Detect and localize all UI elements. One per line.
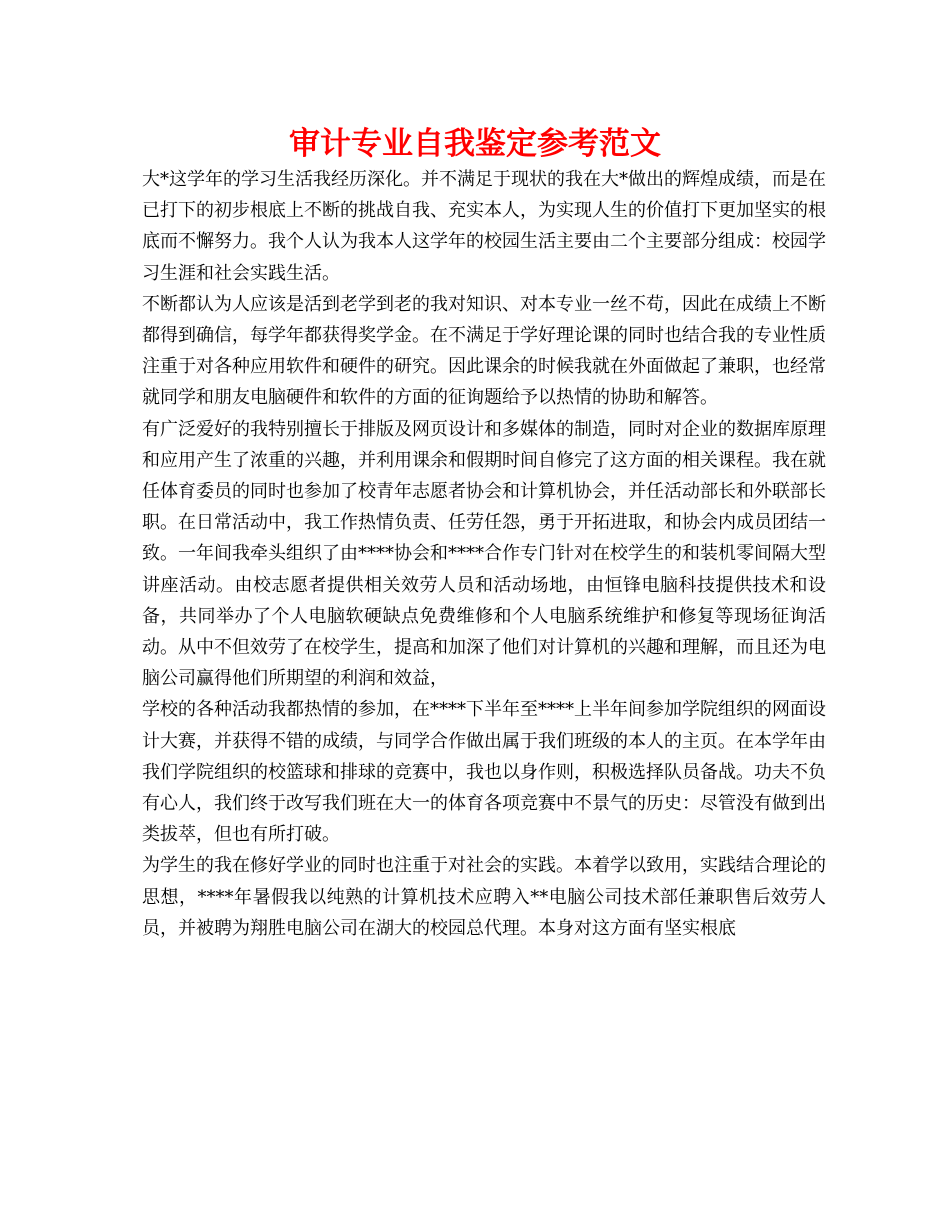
paragraph-5: 为学生的我在修好学业的同时也注重于对社会的实践。本着学以致用，实践结合理论的思想，****年暑假我以纯熟的计算机技术应聘入**电脑公司技术部任兼职售后效劳人员，并被聘为翔胜电脑公司在湖大的校园总代理。本身对这方面有坚实根底 [142,855,826,939]
paragraph-1: 大*这学年的学习生活我经历深化。并不满足于现状的我在大*做出的辉煌成绩，而是在已打下的初步根底上不断的挑战自我、充实本人，为实现人生的价值打下更加坚实的根底而不懈努力。我个人认为我本人这学年的校园生活主要由二个主要部分组成：校园学习生涯和社会实践生活。 [142,169,826,284]
paragraph-4: 学校的各种活动我都热情的参加，在****下半年至****上半年间参加学院组织的网面设计大赛，并获得不错的成绩，与同学合作做出属于我们班级的本人的主页。在本学年由我们学院组织的校篮球和排球的竞赛中，我也以身作则，积极选择队员备战。功夫不负有心人，我们终于改写我们班在大一的体育各项竞赛中不景气的历史：尽管没有做到出类拔萃，但也有所打破。 [142,699,826,846]
paragraph-3: 有广泛爱好的我特别擅长于排版及网页设计和多媒体的制造，同时对企业的数据库原理和应用产生了浓重的兴趣，并利用课余和假期时间自修完了这方面的相关课程。我在就任体育委员的同时也参加了校青年志愿者协会和计算机协会，并任活动部长和外联部长职。在日常活动中，我工作热情负责、任劳任怨，勇于开拓进取，和协会内成员团结一致。一年间我牵头组织了由****协会和****合作专门针对在校学生的和装机零间隔大型讲座活动。由校志愿者提供相关效劳人员和活动场地，由恒锋电脑科技提供技术和设备，共同举办了个人电脑软硬缺点免费维修和个人电脑系统维护和修复等现场征询活动。从中不但效劳了在校学生，提高和加深了他们对计算机的兴趣和理解，而且还为电脑公司赢得他们所期望的利润和效益， [142,418,826,690]
document-title: 审计专业自我鉴定参考范文 [289,126,661,162]
document-body [142,164,826,944]
paragraph-2: 不断都认为人应该是活到老学到老的我对知识、对本专业一丝不苟，因此在成绩上不断都得到确信，每学年都获得奖学金。在不满足于学好理论课的同时也结合我的专业性质注重于对各种应用软件和硬件的研究。因此课余的时候我就在外面做起了兼职，也经常就同学和朋友电脑硬件和软件的方面的征询题给予以热情的协助和解答。 [142,293,826,409]
